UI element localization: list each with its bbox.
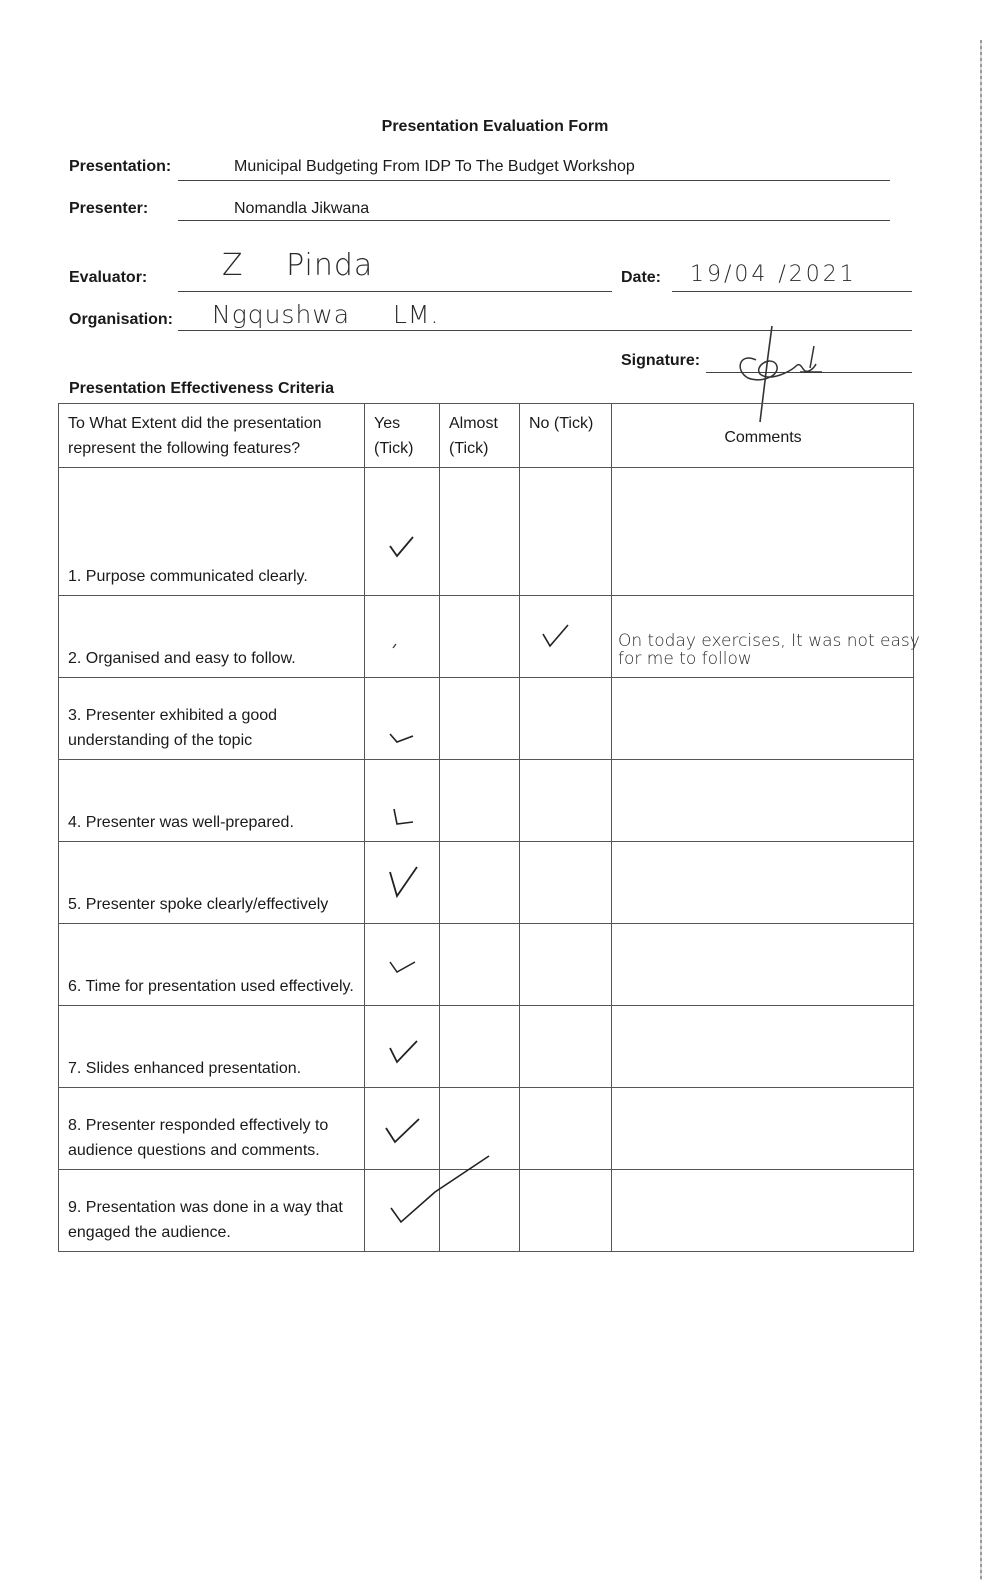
comment-cell	[612, 924, 914, 1006]
table-row	[59, 468, 914, 596]
presentation-line	[178, 180, 890, 181]
yes-cell	[365, 842, 440, 924]
evaluator-handwriting: Z Pinda	[222, 248, 374, 283]
evaluator-line	[178, 291, 612, 292]
stray-mark-icon	[391, 642, 399, 650]
criterion-cell: 6. Time for presentation used effectively.	[59, 924, 365, 1006]
almost-cell	[440, 1088, 520, 1170]
comment-cell	[612, 468, 914, 596]
almost-cell	[440, 468, 520, 596]
table-row	[59, 678, 914, 760]
almost-cell	[440, 924, 520, 1006]
form-title: Presentation Evaluation Form	[381, 118, 609, 135]
comment-cell	[612, 1088, 914, 1170]
almost-cell	[440, 1170, 520, 1252]
comment-cell	[612, 1006, 914, 1088]
comment-cell	[612, 760, 914, 842]
signature-label: Signature:	[621, 352, 701, 369]
yes-cell	[365, 1006, 440, 1088]
checkmark-icon	[387, 534, 417, 560]
table-row	[59, 924, 914, 1006]
table-row	[59, 842, 914, 924]
almost-cell	[440, 678, 520, 760]
almost-cell	[440, 1006, 520, 1088]
header-almost: Almost (Tick)	[440, 404, 520, 468]
organisation-handwriting: Ngqushwa LM.	[212, 300, 440, 329]
header-no: No (Tick)	[520, 404, 612, 468]
criterion-cell: 1. Purpose communicated clearly.	[59, 468, 365, 596]
presentation-label: Presentation:	[69, 158, 172, 175]
date-handwriting: 19/04 /2021	[690, 262, 857, 287]
no-cell	[520, 924, 612, 1006]
header-yes: Yes (Tick)	[365, 404, 440, 468]
comment-cell	[612, 678, 914, 760]
yes-cell	[365, 468, 440, 596]
checkmark-icon	[391, 806, 417, 830]
almost-cell	[440, 596, 520, 678]
criterion-cell: 8. Presenter responded effectively to audience questions and comments.	[59, 1088, 365, 1170]
checkmark-icon	[387, 956, 419, 978]
scan-edge	[980, 40, 982, 1580]
no-cell	[520, 760, 612, 842]
checkmark-icon	[540, 622, 572, 650]
almost-cell	[440, 842, 520, 924]
organisation-label: Organisation:	[69, 311, 174, 328]
criterion-cell: 5. Presenter spoke clearly/effectively	[59, 842, 365, 924]
presentation-value: Municipal Budgeting From IDP To The Budget Workshop	[234, 158, 635, 175]
yes-cell	[365, 678, 440, 760]
criterion-cell: 7. Slides enhanced presentation.	[59, 1006, 365, 1088]
criterion-cell: 4. Presenter was well-prepared.	[59, 760, 365, 842]
date-label: Date:	[621, 269, 662, 286]
yes-cell	[365, 760, 440, 842]
table-row	[59, 1170, 914, 1252]
almost-cell	[440, 760, 520, 842]
comment-handwriting: On today exercises, It was not easy for me to follow	[618, 631, 920, 669]
table-row	[59, 1006, 914, 1088]
criteria-table	[58, 403, 920, 1252]
yes-cell	[365, 1088, 440, 1170]
table-row	[59, 596, 914, 678]
header-criteria: To What Extent did the presentation represent the following features?	[59, 404, 365, 468]
header-comments: Comments	[612, 404, 914, 468]
comment-cell	[612, 1170, 914, 1252]
checkmark-icon	[387, 864, 421, 900]
presenter-value: Nomandla Jikwana	[234, 200, 370, 217]
checkmark-icon	[383, 1116, 423, 1148]
criterion-cell: 9. Presentation was done in a way that engaged the audience.	[59, 1170, 365, 1252]
no-cell	[520, 468, 612, 596]
table-header-row	[59, 404, 914, 468]
date-line	[672, 291, 912, 292]
no-cell	[520, 1170, 612, 1252]
criterion-cell: 2. Organised and easy to follow.	[59, 596, 365, 678]
presenter-line	[178, 220, 890, 221]
comment-cell	[612, 842, 914, 924]
no-cell	[520, 596, 612, 678]
yes-cell	[365, 924, 440, 1006]
table-row	[59, 760, 914, 842]
presenter-label: Presenter:	[69, 200, 149, 217]
no-cell	[520, 1088, 612, 1170]
yes-cell	[365, 596, 440, 678]
yes-cell	[365, 1170, 440, 1252]
criteria-section-title: Presentation Effectiveness Criteria	[69, 380, 334, 397]
checkmark-icon	[387, 728, 419, 748]
no-cell	[520, 1006, 612, 1088]
criterion-cell: 3. Presenter exhibited a good understanding of the topic	[59, 678, 365, 760]
no-cell	[520, 842, 612, 924]
evaluator-label: Evaluator:	[69, 269, 148, 286]
comment-cell	[612, 596, 920, 678]
no-cell	[520, 678, 612, 760]
checkmark-icon	[387, 1038, 421, 1066]
